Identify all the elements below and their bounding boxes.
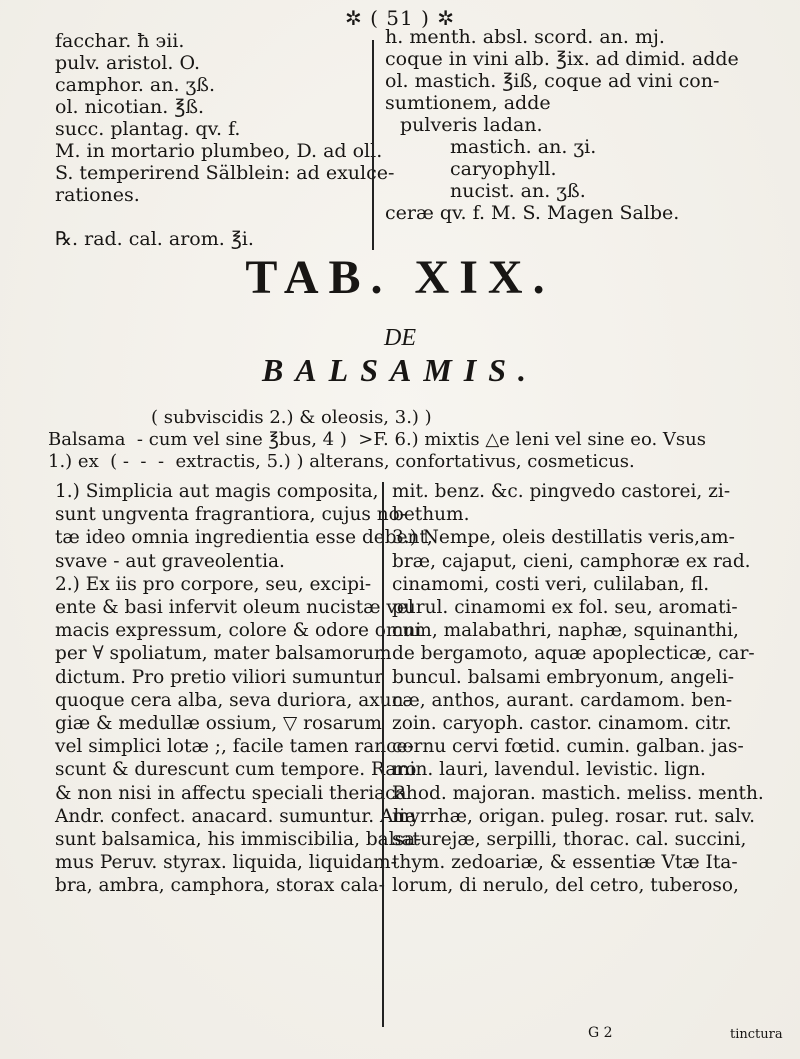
body-right-column <box>392 480 772 898</box>
text-line: nucist. an. ʒß. <box>450 180 586 202</box>
text-line: 2.) Ex iis pro corpore, seu, excipi- <box>55 573 372 595</box>
text-line: ente & basi infervit oleum nucistæ vel <box>55 597 414 619</box>
text-line: pulveris ladan. <box>400 114 543 136</box>
prescription-right <box>385 26 765 224</box>
text-line: M. in mortario plumbeo, D. ad oll. <box>55 140 383 162</box>
text-line: bra, ambra, camphora, storax cala- <box>55 875 385 897</box>
text-line <box>55 206 365 228</box>
text-line: ceræ qv. f. M. S. Magen Salbe. <box>385 202 680 224</box>
text-line: macis expressum, colore & odore omni <box>55 620 422 642</box>
page-number: ✲ ( 51 ) ✲ <box>345 6 455 30</box>
text-line: ℞. rad. cal. arom. ℥i. <box>55 228 254 250</box>
text-line: sunt balsamica, his immiscibilia, balsa- <box>55 829 422 851</box>
signature-mark: G 2 <box>588 1025 613 1041</box>
column-divider <box>372 40 374 250</box>
classification-line: ( subviscidis 2.) & oleosis, 3.) ) <box>48 407 432 428</box>
text-line: saturejæ, serpilli, thorac. cal. succini, <box>392 829 747 851</box>
text-line: zoin. caryoph. castor. cinamom. citr. <box>392 713 732 735</box>
text-line: ol. mastich. ℥iß, coque ad vini con- <box>385 70 720 92</box>
text-line: cum, malabathri, naphæ, squinanthi, <box>392 620 739 642</box>
subtitle-de: DE <box>384 325 416 351</box>
text-line: mus Peruv. styrax. liquida, liquidam- <box>55 852 397 874</box>
text-line: scunt & durescunt cum tempore. Raro <box>55 759 417 781</box>
text-line: per ∀ spoliatum, mater balsamorum <box>55 643 392 665</box>
text-line: caryophyll. <box>450 158 557 180</box>
text-line: sumtionem, adde <box>385 92 551 114</box>
text-line: myrrhæ, origan. puleg. rosar. rut. salv. <box>392 805 756 827</box>
text-line: lorum, di nerulo, del cetro, tuberoso, <box>392 875 739 897</box>
column-divider <box>382 482 384 1027</box>
text-line: succ. plantag. qv. f. <box>55 118 241 140</box>
text-line: mastich. an. ʒi. <box>450 136 597 158</box>
text-line: camphor. an. ʒß. <box>55 74 215 96</box>
text-line: thym. zedoariæ, & essentiæ Vtæ Ita- <box>392 852 738 874</box>
text-line: bræ, cajaput, cieni, camphoræ ex rad. <box>392 550 751 572</box>
text-line: purul. cinamomi ex fol. seu, aromati- <box>392 597 738 619</box>
classification-line: Balsama - cum vel sine ℥bus, 4 ) >F. 6.) mixtis △e leni vel sine eo. Vsus <box>48 429 706 450</box>
text-line: & non nisi in affectu speciali theriaca <box>55 782 407 804</box>
catchword: tinctura <box>730 1027 783 1042</box>
text-line: sunt ungventa fragrantiora, cujus no- <box>55 504 407 526</box>
prescription-left <box>55 30 395 250</box>
text-line: S. temperirend Sälblein: ad exulce- <box>55 162 395 184</box>
text-line: Andr. confect. anacard. sumuntur. Alia <box>55 805 417 827</box>
text-line: tæ ideo omnia ingredientia esse debent, <box>55 527 433 549</box>
text-line: vel simplici lotæ ;, facile tamen rance- <box>55 736 414 758</box>
section-subtitle: BALSAMIS. <box>261 352 539 388</box>
text-line: coque in vini alb. ℥ix. ad dimid. adde <box>385 48 739 70</box>
text-line: quoque cera alba, seva duriora, axun- <box>55 689 410 711</box>
table-title: TAB. XIX. <box>245 251 555 304</box>
text-line: 1.) Simplicia aut magis composita, <box>55 481 379 502</box>
classification-line: 1.) ex ( - - - extractis, 5.) ) alterans, confortativus, cosmeticus. <box>48 451 635 472</box>
text-line: ol. nicotian. ℥ß. <box>55 96 205 118</box>
text-line: buncul. balsami embryonum, angeli- <box>392 666 734 688</box>
text-line: 3.) Nempe, oleis destillatis veris,am- <box>392 527 735 549</box>
text-line: giæ & medullæ ossium, ▽ rosarum <box>55 713 382 735</box>
text-line: cornu cervi fœtid. cumin. galban. jas- <box>392 736 744 758</box>
text-line: dictum. Pro pretio viliori sumuntur <box>55 666 384 688</box>
text-line: min. lauri, lavendul. levistic. lign. <box>392 759 706 781</box>
text-line: Rhod. majoran. mastich. meliss. menth. <box>392 782 764 804</box>
text-line: de bergamoto, aquæ apoplecticæ, car- <box>392 643 755 665</box>
text-line: rationes. <box>55 184 140 206</box>
text-line: facchar. ħ ϶ii. <box>55 30 185 52</box>
text-line: mit. benz. &c. pingvedo castorei, zi- <box>392 481 731 502</box>
text-line: pulv. aristol. O. <box>55 52 201 74</box>
text-line: h. menth. absl. scord. an. mj. <box>385 26 665 48</box>
text-line: cæ, anthos, aurant. cardamom. ben- <box>392 689 733 711</box>
text-line: bethum. <box>392 504 470 526</box>
classification-scheme <box>48 407 778 473</box>
text-line: svave - aut graveolentia. <box>55 550 285 572</box>
text-line: cinamomi, costi veri, culilaban, fl. <box>392 573 710 595</box>
